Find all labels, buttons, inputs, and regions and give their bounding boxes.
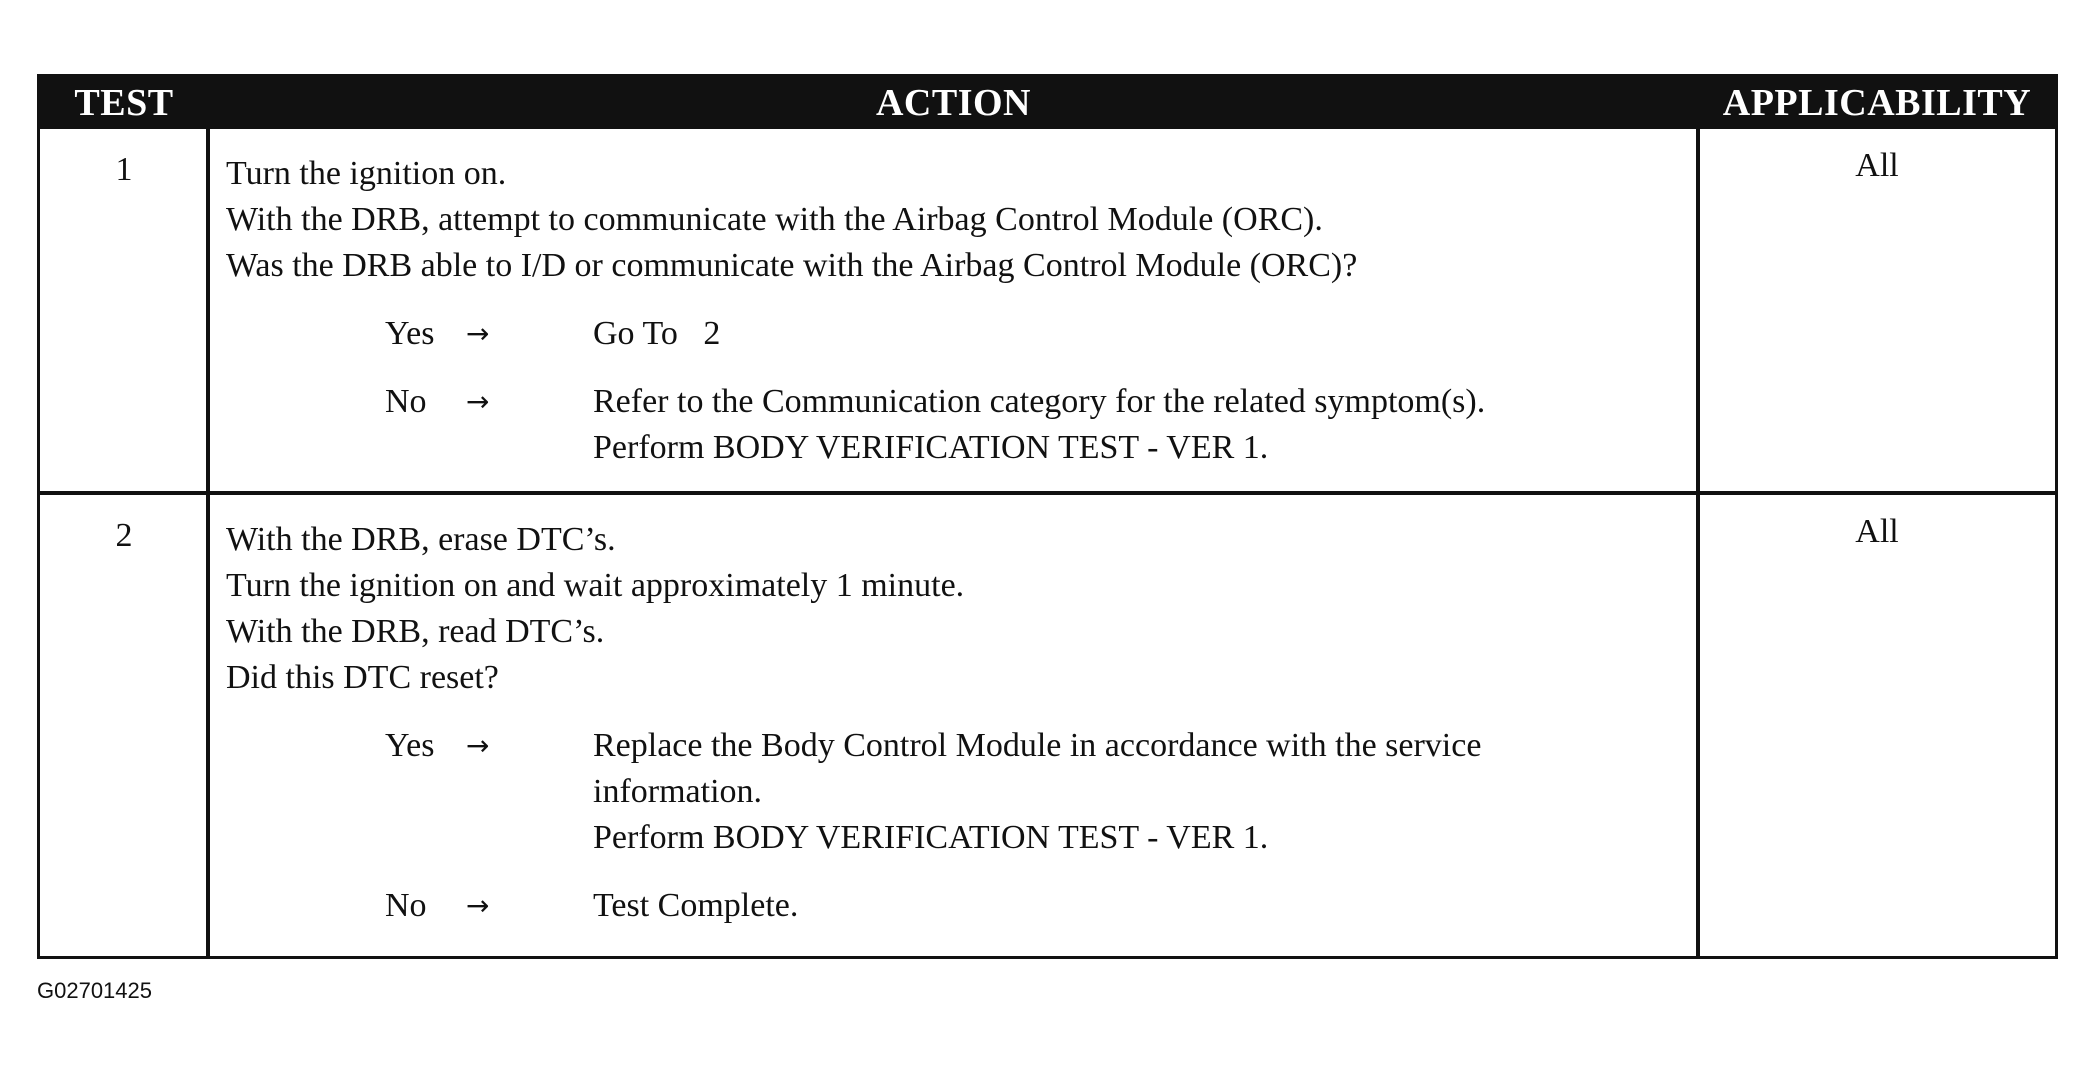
test-number-1: 1 xyxy=(115,151,133,188)
right-arrow-icon: → xyxy=(466,385,490,418)
action-step: With the DRB, erase DTC’s. xyxy=(226,521,616,558)
yes-label: Yes xyxy=(385,727,435,764)
header-action: ACTION xyxy=(875,82,1032,124)
action-step: Did this DTC reset? xyxy=(226,659,499,696)
outcome-line: Test Complete. xyxy=(593,887,799,924)
action-cell-1 xyxy=(226,151,1696,471)
yes-outcome xyxy=(593,311,1696,357)
action-step: Turn the ignition on. xyxy=(226,155,507,192)
no-result xyxy=(226,883,1696,929)
right-arrow-icon: → xyxy=(466,889,490,922)
yes-outcome xyxy=(593,723,1696,861)
right-arrow-icon: → xyxy=(466,317,490,350)
yes-result xyxy=(226,311,1696,357)
outcome-line: Refer to the Communication category for the related symptom(s). xyxy=(593,383,1486,420)
header-test: TEST xyxy=(74,82,174,124)
action-step: With the DRB, read DTC’s. xyxy=(226,613,605,650)
action-step: Was the DRB able to I/D or communicate with the Airbag Control Module (ORC)? xyxy=(226,247,1358,284)
header-applicability: APPLICABILITY xyxy=(1722,82,2032,124)
diagnostic-test-table xyxy=(37,74,2058,959)
outcome-line: Perform BODY VERIFICATION TEST - VER 1. xyxy=(593,429,1269,466)
outcome-line: Replace the Body Control Module in accordance with the service xyxy=(593,727,1482,764)
outcome-line: Perform BODY VERIFICATION TEST - VER 1. xyxy=(593,819,1269,856)
no-outcome xyxy=(593,883,1696,929)
yes-result xyxy=(226,723,1696,861)
no-outcome xyxy=(593,379,1696,471)
applicability-2: All xyxy=(1855,513,1899,550)
applicability-1: All xyxy=(1855,147,1899,184)
row-divider xyxy=(40,491,2055,495)
no-label: No xyxy=(385,887,427,924)
action-cell-2 xyxy=(226,517,1696,929)
test-number-2: 2 xyxy=(115,517,133,554)
action-step: Turn the ignition on and wait approximately 1 minute. xyxy=(226,567,965,604)
action-step: With the DRB, attempt to communicate with the Airbag Control Module (ORC). xyxy=(226,201,1323,238)
no-result xyxy=(226,379,1696,471)
right-arrow-icon: → xyxy=(466,729,490,762)
table-header xyxy=(40,77,2055,129)
outcome-line: Go To 2 xyxy=(593,315,721,352)
yes-label: Yes xyxy=(385,315,435,352)
outcome-line: information. xyxy=(593,773,763,810)
no-label: No xyxy=(385,383,427,420)
figure-id: G02701425 xyxy=(37,978,152,1003)
